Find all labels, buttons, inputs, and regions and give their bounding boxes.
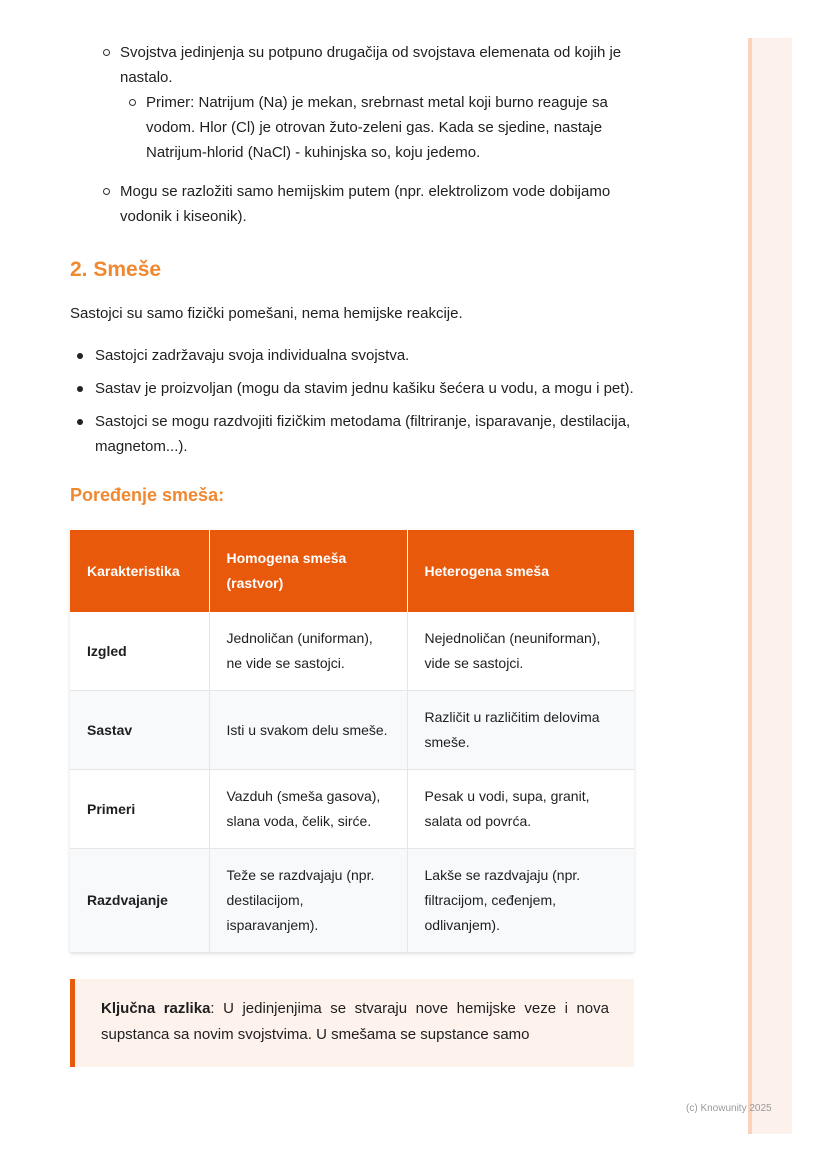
column-header: Homogena smeša (rastvor) bbox=[209, 530, 407, 612]
table-row bbox=[70, 770, 634, 849]
section-heading: 2. Smeše bbox=[70, 258, 162, 281]
row-label: Izgled bbox=[70, 612, 209, 691]
list-item: Sastav je proizvoljan (mogu da stavim jednu kašiku šećera u vodu, a mogu i pet). bbox=[95, 376, 634, 401]
table-cell: Različit u različitim delovima smeše. bbox=[407, 691, 634, 770]
table-cell: Lakše se razdvajaju (npr. filtracijom, ceđenjem, odlivanjem). bbox=[407, 849, 634, 953]
side-accent-line bbox=[748, 38, 752, 1134]
list-item: Sastojci zadržavaju svoja individualna svojstva. bbox=[95, 343, 634, 368]
table-cell: Pesak u vodi, supa, granit, salata od povrća. bbox=[407, 770, 634, 849]
callout-label: Ključna razlika bbox=[101, 1000, 211, 1017]
list-item: Mogu se razložiti samo hemijskim putem (npr. elektrolizom vode dobijamo vodonik i kiseonik). bbox=[120, 179, 634, 229]
key-difference-callout bbox=[70, 979, 634, 1067]
mixture-properties-list bbox=[95, 343, 634, 459]
table-header-row bbox=[70, 530, 634, 612]
table-row bbox=[70, 691, 634, 770]
row-label: Sastav bbox=[70, 691, 209, 770]
table-row bbox=[70, 849, 634, 953]
side-panel bbox=[748, 38, 792, 1134]
comparison-heading: Poređenje smeša: bbox=[70, 485, 225, 505]
table-cell: Nejednoličan (neuniforman), vide se sastojci. bbox=[407, 612, 634, 691]
list-item: Sastojci se mogu razdvojiti fizičkim metodama (filtriranje, isparavanje, destilacija, magnetom...). bbox=[95, 409, 634, 459]
document-body bbox=[70, 40, 634, 1067]
table-row bbox=[70, 612, 634, 691]
list-item-text: Svojstva jedinjenja su potpuno drugačija od svojstava elemenata od kojih je nastalo. bbox=[120, 44, 622, 86]
copyright-footer: (c) Knowunity 2025 bbox=[686, 1103, 772, 1114]
column-header: Karakteristika bbox=[70, 530, 209, 612]
table-cell: Teže se razdvajaju (npr. destilacijom, isparavanjem). bbox=[209, 849, 407, 953]
column-header: Heterogena smeša bbox=[407, 530, 634, 612]
compound-properties-list bbox=[120, 40, 634, 229]
list-item bbox=[120, 40, 634, 165]
nested-list bbox=[146, 90, 634, 165]
comparison-table bbox=[70, 530, 634, 953]
table-cell: Jednoličan (uniforman), ne vide se sastojci. bbox=[209, 612, 407, 691]
table-cell: Vazduh (smeša gasova), slana voda, čelik, sirće. bbox=[209, 770, 407, 849]
list-item: Primer: Natrijum (Na) je mekan, srebrnast metal koji burno reaguje sa vodom. Hlor (Cl) je otrovan žuto-zeleni gas. Kada se sjedine, nastaje Natrijum-hlorid (NaCl) - kuhinjska so, koju jedemo. bbox=[146, 90, 634, 165]
callout-text: : U jedinjenjima se stvaraju nove hemijske veze i nova supstanca sa novim svojstvima. U smešama se supstance samo bbox=[101, 1000, 609, 1043]
section-intro: Sastojci su samo fizički pomešani, nema hemijske reakcije. bbox=[70, 305, 463, 322]
row-label: Primeri bbox=[70, 770, 209, 849]
table-cell: Isti u svakom delu smeše. bbox=[209, 691, 407, 770]
row-label: Razdvajanje bbox=[70, 849, 209, 953]
